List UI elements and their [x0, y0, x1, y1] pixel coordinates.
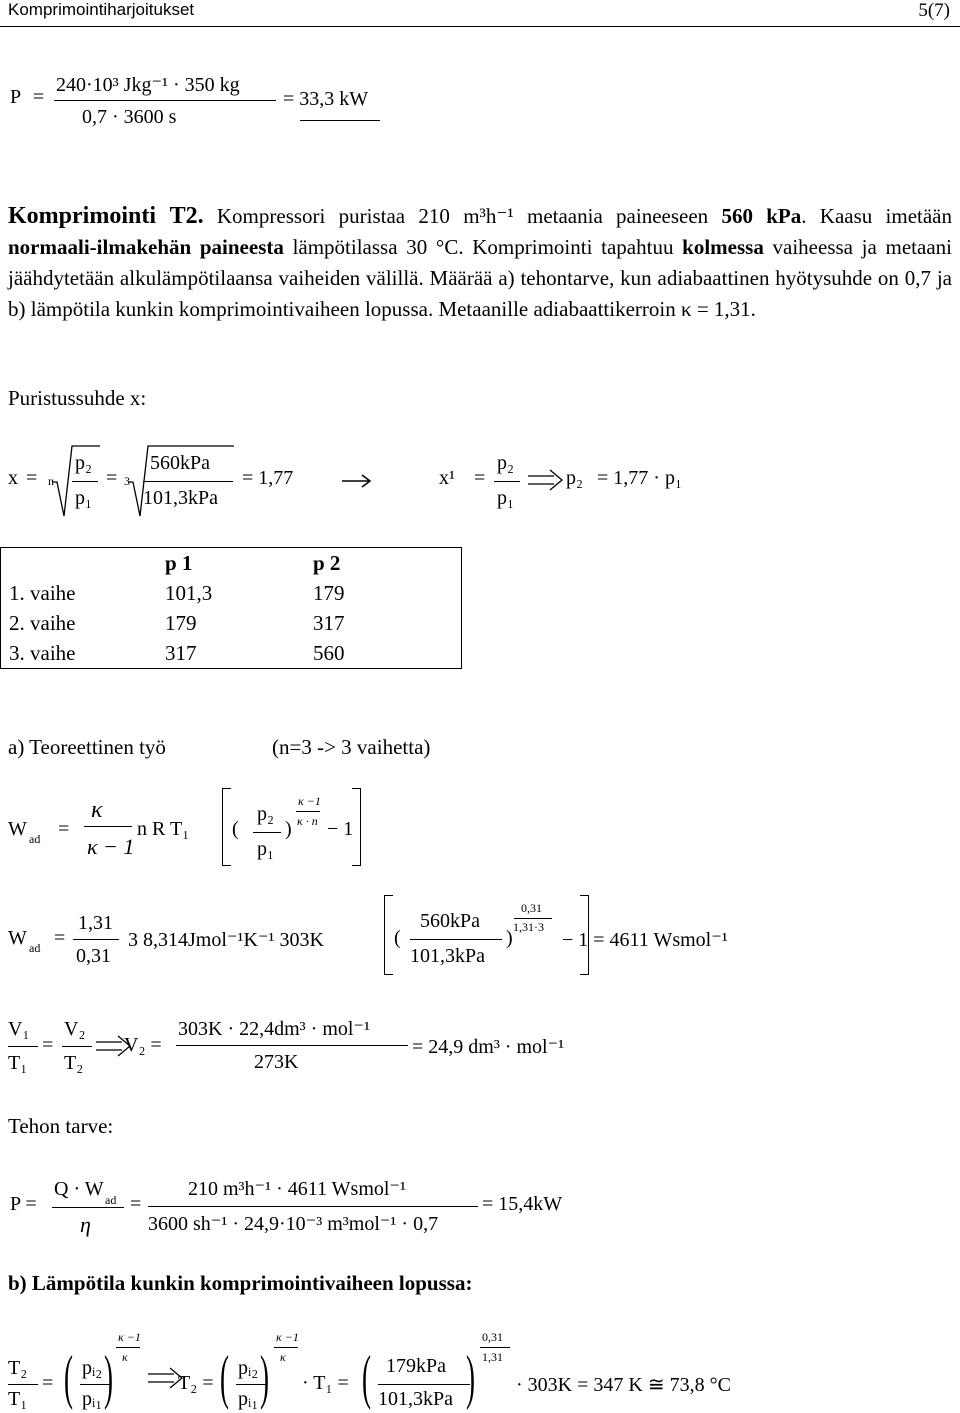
- right-arrow-icon: [342, 474, 372, 488]
- kappa-den: κ − 1: [87, 834, 135, 859]
- temp-den-val: 101,3kPa: [378, 1388, 453, 1410]
- temp-exp-num-b: κ −1: [276, 1330, 299, 1344]
- table-cell-stage: 3. vaihe: [1, 638, 158, 669]
- v2: V₂: [64, 1018, 86, 1040]
- eq-denominator: 0,7 · 3600 s: [82, 106, 177, 128]
- temp-t2: T₂: [8, 1357, 28, 1379]
- part-a-heading: a) Teoreettinen työ: [8, 735, 166, 759]
- fraction-bar: [62, 1046, 92, 1047]
- temp-exp-den: κ: [122, 1350, 128, 1364]
- table-header-p2: p 2: [305, 548, 462, 579]
- exponent-den-2: 1,31·3: [513, 920, 544, 934]
- t1: T₁: [8, 1052, 28, 1074]
- exponent-num: κ −1: [298, 794, 321, 808]
- task-bold-pressure: 560 kPa: [721, 204, 802, 228]
- fraction-bar: [143, 481, 233, 482]
- task-statement: [8, 201, 952, 325]
- header-rule: [0, 26, 960, 27]
- result-underline: [300, 120, 380, 121]
- table-cell-stage: 1. vaihe: [1, 578, 158, 608]
- temp-pi2-b: pᵢ₂: [238, 1357, 259, 1379]
- ratio-eq-2: =: [106, 467, 118, 489]
- w-lhs: W: [8, 818, 27, 840]
- table-row: [1, 578, 462, 608]
- ratio-num-val: 560kPa: [150, 452, 210, 474]
- bracket-left: [384, 895, 393, 975]
- table-row: [1, 638, 462, 669]
- table-cell-p1: 101,3: [165, 580, 213, 605]
- implies-arrow-icon: [528, 470, 564, 490]
- part-b-heading: b) Lämpötila kunkin komprimointivaiheen lopussa:: [8, 1271, 473, 1295]
- paren-right: ): [260, 1344, 269, 1410]
- task-text-1: Kompressori puristaa 210 m³h⁻¹ metaania paineeseen: [203, 204, 722, 228]
- frac-den-031: 0,31: [76, 945, 111, 967]
- w-lhs-2: W: [8, 927, 27, 949]
- table-cell-stage: 2. vaihe: [1, 608, 158, 638]
- minus-one: − 1: [327, 818, 354, 840]
- eq-equals: =: [33, 86, 45, 108]
- eq-result: = 33,3 kW: [283, 88, 369, 110]
- volume-num: 303K · 22,4dm³ · mol⁻¹: [178, 1018, 370, 1040]
- temp-pi1: pᵢ₁: [82, 1388, 103, 1410]
- table-header-p1: p 1: [165, 550, 193, 575]
- exp-p1: p₁: [257, 838, 274, 860]
- part-a-note: (n=3 -> 3 vaihetta): [272, 735, 431, 759]
- v1: V₁: [8, 1018, 30, 1040]
- fraction-bar: [378, 1384, 470, 1385]
- task-bold-intake: normaali-ilmakehän paineesta: [8, 235, 284, 259]
- frac-num-560: 560kPa: [420, 910, 480, 932]
- paren-left: (: [220, 1344, 229, 1410]
- fraction-bar: [52, 1207, 124, 1208]
- fraction-bar: [410, 939, 502, 940]
- eq-numerator: 240·10³ Jkg⁻¹ · 350 kg: [56, 74, 240, 96]
- power-num1-sub: ad: [105, 1193, 117, 1207]
- ratio-p1: p₁: [75, 487, 92, 509]
- fraction-bar: [8, 1046, 38, 1047]
- power-heading: Tehon tarve:: [8, 1114, 114, 1138]
- temp-pi1-b: pᵢ₁: [238, 1388, 259, 1410]
- temp-exp-den-c: 1,31: [482, 1350, 503, 1364]
- page-number: 5(7): [918, 0, 950, 21]
- implies-lhs: p₂: [566, 467, 583, 489]
- power-den2: 3600 sh⁻¹ · 24,9·10⁻³ m³mol⁻¹ · 0,7: [148, 1213, 439, 1235]
- fraction-bar: [8, 1384, 38, 1385]
- ratio-p1-b: p₁: [497, 487, 514, 509]
- kappa-num: κ: [91, 797, 103, 823]
- fraction-bar: [296, 811, 320, 812]
- work-factors: 3 8,314Jmol⁻¹K⁻¹ 303K: [128, 929, 324, 951]
- ratio-eq-3: =: [474, 467, 486, 489]
- temp-t2-eq: T₂ =: [178, 1372, 214, 1394]
- fraction-bar: [514, 918, 552, 919]
- temp-result: · 303K = 347 K ≅ 73,8 °C: [516, 1374, 731, 1396]
- power-num1: Q · W: [54, 1178, 104, 1200]
- task-text-3: lämpötilassa 30 °C. Komprimointi tapahtuu: [283, 235, 683, 259]
- task-title: Komprimointi T2.: [8, 203, 204, 229]
- fraction-bar: [116, 1347, 140, 1348]
- table-cell-p2: 560: [305, 638, 462, 669]
- ratio-p2-b: p₂: [497, 452, 514, 474]
- bracket-left: [222, 788, 231, 866]
- fraction-bar: [176, 1045, 408, 1046]
- table-header-row: [1, 548, 462, 579]
- paren-right: ): [466, 1344, 475, 1410]
- fraction-bar: [274, 1347, 298, 1348]
- temp-exp-num: κ −1: [118, 1330, 141, 1344]
- temp-exp-den-b: κ: [280, 1350, 286, 1364]
- fraction-bar: [72, 481, 98, 482]
- table-row: [1, 608, 462, 638]
- root-index-3: 3: [124, 474, 130, 488]
- w-sub-2: ad: [29, 941, 41, 955]
- frac-den-1013: 101,3kPa: [410, 945, 485, 967]
- power-result: = 15,4kW: [482, 1193, 563, 1215]
- ratio-x1: x¹: [439, 467, 455, 489]
- fraction-bar: [494, 481, 520, 482]
- power-num2: 210 m³h⁻¹ · 4611 Wsmol⁻¹: [188, 1178, 406, 1200]
- ratio-p2: p₂: [75, 452, 92, 474]
- ratio-x: x: [8, 467, 18, 489]
- temp-t1: T₁: [8, 1388, 28, 1410]
- pressure-table: [0, 547, 462, 669]
- power-lhs: P =: [10, 1193, 37, 1215]
- paren-left: (: [362, 1344, 371, 1410]
- t2: T₂: [64, 1052, 84, 1074]
- temp-pi2: pᵢ₂: [82, 1357, 103, 1379]
- frac-num-131: 1,31: [78, 912, 113, 934]
- eq-lhs: P: [10, 86, 22, 108]
- ratio-eq: =: [26, 467, 38, 489]
- temp-num-val: 179kPa: [386, 1355, 446, 1377]
- fraction-bar: [480, 1347, 510, 1348]
- nRT-factor: n R T₁: [137, 818, 190, 840]
- fraction-bar: [84, 826, 132, 827]
- power-den1: η: [80, 1212, 91, 1237]
- fraction-bar: [54, 100, 276, 101]
- bracket-right: [352, 788, 361, 866]
- table-cell-p2: 317: [305, 608, 462, 638]
- ratio-result: = 1,77: [242, 467, 294, 489]
- table-cell-p1: 179: [165, 610, 197, 635]
- root-index-n: n: [48, 474, 54, 488]
- fraction-bar: [253, 832, 281, 833]
- temp-exp-num-c: 0,31: [482, 1330, 503, 1344]
- task-text-4: vaiheessa ja metaani jäähdytetään alkulämpötilaansa vaiheiden välillä. Määrää a) tehontarve, kun adiabaattinen hyötysuhde on 0,7 ja b) lämpötila kunkin komprimointivaiheen lopussa. Metaanille adiabaattikerroin κ = 1,31.: [8, 235, 952, 321]
- exponent-den: κ · n: [297, 814, 318, 828]
- table-cell-p2: 179: [305, 578, 462, 608]
- fraction-bar: [148, 1206, 478, 1207]
- temp-t1-factor: · T₁ =: [302, 1372, 349, 1394]
- table-cell-p1: 317: [165, 640, 197, 665]
- document-header-title: Komprimointiharjoitukset: [8, 0, 195, 19]
- ratio-den-val: 101,3kPa: [143, 487, 218, 509]
- v2-eq: V₂ =: [124, 1034, 162, 1056]
- paren-left: (: [64, 1344, 73, 1410]
- ratio-heading: Puristussuhde x:: [8, 386, 147, 410]
- task-text-2: . Kaasu imetään: [801, 204, 953, 228]
- paren-right: ): [104, 1344, 113, 1410]
- fraction-bar: [73, 939, 119, 940]
- volume-den: 273K: [254, 1051, 299, 1073]
- volume-result: = 24,9 dm³ · mol⁻¹: [412, 1036, 565, 1058]
- exponent-num-2: 0,31: [521, 901, 542, 915]
- exp-p2: p₂: [257, 803, 274, 825]
- implies-rhs: = 1,77 · p₁: [597, 467, 682, 489]
- task-bold-stages: kolmessa: [682, 235, 764, 259]
- work-result: − 1 = 4611 Wsmol⁻¹: [562, 929, 728, 951]
- w-sub: ad: [29, 832, 41, 846]
